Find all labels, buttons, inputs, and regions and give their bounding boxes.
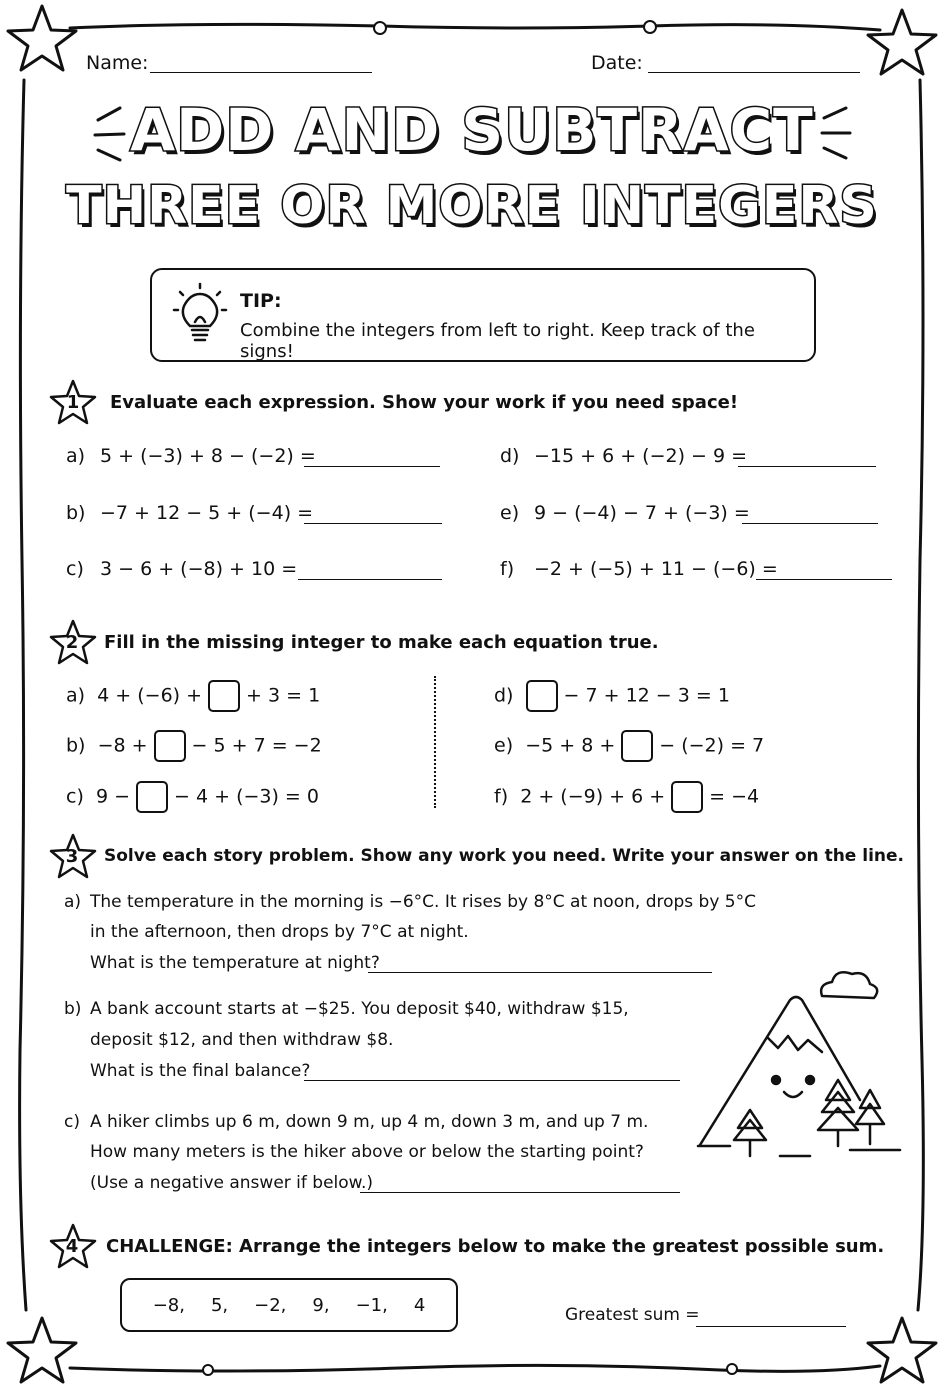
tip-heading: TIP: xyxy=(240,290,282,312)
s1-item-e-answer-line[interactable] xyxy=(742,523,878,524)
s2-item-e-after: − (−2) = 7 xyxy=(659,734,765,757)
tip-text: Combine the integers from left to right. Keep track of the signs! xyxy=(240,320,755,362)
s2-item-c-answer-box[interactable] xyxy=(136,781,168,813)
s1-item-a-expr: 5 + (−3) + 8 − (−2) = xyxy=(100,445,316,467)
section-2-instruction: Fill in the missing integer to make each equation true. xyxy=(104,632,659,653)
s2-item-f-before: 2 + (−9) + 6 + xyxy=(520,785,666,808)
integer-item: −2, xyxy=(254,1294,287,1316)
s2-item-f-label: f) xyxy=(494,785,509,808)
s2-item-e-label: e) xyxy=(494,734,514,757)
integer-list-box xyxy=(120,1278,458,1332)
s1-item-c-expr: 3 − 6 + (−8) + 10 = xyxy=(100,558,298,580)
s2-item-f-after: = −4 xyxy=(709,785,760,808)
name-label: Name: xyxy=(86,52,149,74)
s3-problem-a-answer-line[interactable] xyxy=(368,972,712,973)
s3-problem-c-line2: How many meters is the hiker above or below the starting point? xyxy=(90,1142,644,1162)
s1-item-d-label: d) xyxy=(500,445,520,467)
s2-item-e-answer-box[interactable] xyxy=(621,730,653,762)
s1-item-e-label: e) xyxy=(500,502,520,524)
page-title-line2: THREE OR MORE INTEGERS xyxy=(66,176,878,236)
s3-problem-b-line1: A bank account starts at −$25. You deposit $40, withdraw $15, xyxy=(90,999,629,1019)
section-4-number: 4 xyxy=(65,1236,79,1257)
s3-problem-b-answer-line[interactable] xyxy=(304,1080,680,1081)
s3-problem-a-line3: What is the temperature at night? xyxy=(90,953,380,973)
integer-item: −1, xyxy=(355,1294,388,1316)
s1-item-b-expr: −7 + 12 − 5 + (−4) = xyxy=(100,502,314,524)
s1-item-f-expr: −2 + (−5) + 11 − (−6) = xyxy=(534,558,778,580)
corner-star-bottom-left xyxy=(8,1318,76,1382)
section-1-instruction: Evaluate each expression. Show your work if you need space! xyxy=(110,392,739,413)
section-1-number: 1 xyxy=(66,392,80,413)
s2-item-a-answer-box[interactable] xyxy=(208,680,240,712)
greatest-sum-answer-line[interactable] xyxy=(696,1326,846,1327)
s1-item-f-answer-line[interactable] xyxy=(756,579,892,580)
s3-problem-a-line2: in the afternoon, then drops by 7°C at night. xyxy=(90,922,469,942)
s3-problem-c-answer-line[interactable] xyxy=(360,1192,680,1193)
s1-item-a-answer-line[interactable] xyxy=(304,466,440,467)
s2-item-a-before: 4 + (−6) + xyxy=(97,684,203,707)
date-line[interactable] xyxy=(648,72,860,73)
s2-item-e xyxy=(494,730,764,762)
section-3-instruction: Solve each story problem. Show any work you need. Write your answer on the line. xyxy=(104,846,904,866)
integer-item: 5, xyxy=(210,1294,229,1316)
s1-item-d-expr: −15 + 6 + (−2) − 9 = xyxy=(534,445,748,467)
cloud-icon xyxy=(821,972,877,998)
s2-item-c-after: − 4 + (−3) = 0 xyxy=(174,785,319,808)
integer-item: −8, xyxy=(152,1294,185,1316)
s3-problem-a-label: a) xyxy=(64,892,82,912)
s2-item-a xyxy=(66,680,320,712)
s2-item-e-before: −5 + 8 + xyxy=(525,734,616,757)
lightbulb-icon xyxy=(170,282,230,348)
s2-item-b-after: − 5 + 7 = −2 xyxy=(191,734,322,757)
section-2-divider xyxy=(434,676,436,808)
tip-box xyxy=(150,268,816,362)
page-title-line1: ADD AND SUBTRACT xyxy=(130,96,814,164)
s2-item-c xyxy=(66,781,319,813)
s1-item-a-label: a) xyxy=(66,445,86,467)
s2-item-b-before: −8 + xyxy=(97,734,148,757)
s1-item-c-label: c) xyxy=(66,558,84,580)
name-line[interactable] xyxy=(150,72,372,73)
s2-item-f-answer-box[interactable] xyxy=(671,781,703,813)
s2-item-a-after: + 3 = 1 xyxy=(246,684,321,707)
mountain-illustration xyxy=(690,960,910,1172)
pine-tree-icon xyxy=(818,1080,858,1146)
s1-item-b-label: b) xyxy=(66,502,86,524)
section-3-number: 3 xyxy=(65,846,79,867)
s3-problem-b-line3: What is the final balance? xyxy=(90,1061,311,1081)
s3-problem-a-line1: The temperature in the morning is −6°C. It rises by 8°C at noon, drops by 5°C xyxy=(90,892,756,912)
s1-item-e-expr: 9 − (−4) − 7 + (−3) = xyxy=(534,502,750,524)
section-4-instruction: CHALLENGE: Arrange the integers below to make the greatest possible sum. xyxy=(106,1236,885,1257)
s2-item-a-label: a) xyxy=(66,684,86,707)
greatest-sum-label: Greatest sum = xyxy=(565,1305,700,1325)
s1-item-d-answer-line[interactable] xyxy=(738,466,876,467)
corner-star-bottom-right xyxy=(868,1318,936,1382)
s2-item-c-before: 9 − xyxy=(95,785,131,808)
s2-item-d-label: d) xyxy=(494,684,514,707)
s2-item-d-after: − 7 + 12 − 3 = 1 xyxy=(563,684,730,707)
s3-problem-c-line1: A hiker climbs up 6 m, down 9 m, up 4 m, down 3 m, and up 7 m. xyxy=(90,1112,649,1132)
corner-star-top-right xyxy=(868,10,936,74)
s3-problem-b-line2: deposit $12, and then withdraw $8. xyxy=(90,1030,394,1050)
s2-item-b-label: b) xyxy=(66,734,86,757)
integer-item: 9, xyxy=(312,1294,330,1316)
s1-item-f-label: f) xyxy=(500,558,515,580)
s2-item-b xyxy=(66,730,322,762)
s3-problem-c-line3: (Use a negative answer if below.) xyxy=(90,1173,374,1193)
s2-item-d xyxy=(494,680,730,712)
s1-item-b-answer-line[interactable] xyxy=(304,523,442,524)
date-label: Date: xyxy=(591,52,643,74)
s2-item-c-label: c) xyxy=(66,785,84,808)
corner-star-top-left xyxy=(8,6,76,70)
s2-item-f xyxy=(494,781,759,813)
s1-item-c-answer-line[interactable] xyxy=(298,579,442,580)
s2-item-b-answer-box[interactable] xyxy=(154,730,186,762)
s2-item-d-answer-box[interactable] xyxy=(526,680,558,712)
section-2-number: 2 xyxy=(65,632,79,653)
integer-item: 4 xyxy=(413,1294,426,1316)
s3-problem-c-label: c) xyxy=(64,1112,80,1132)
s3-problem-b-label: b) xyxy=(64,999,82,1019)
